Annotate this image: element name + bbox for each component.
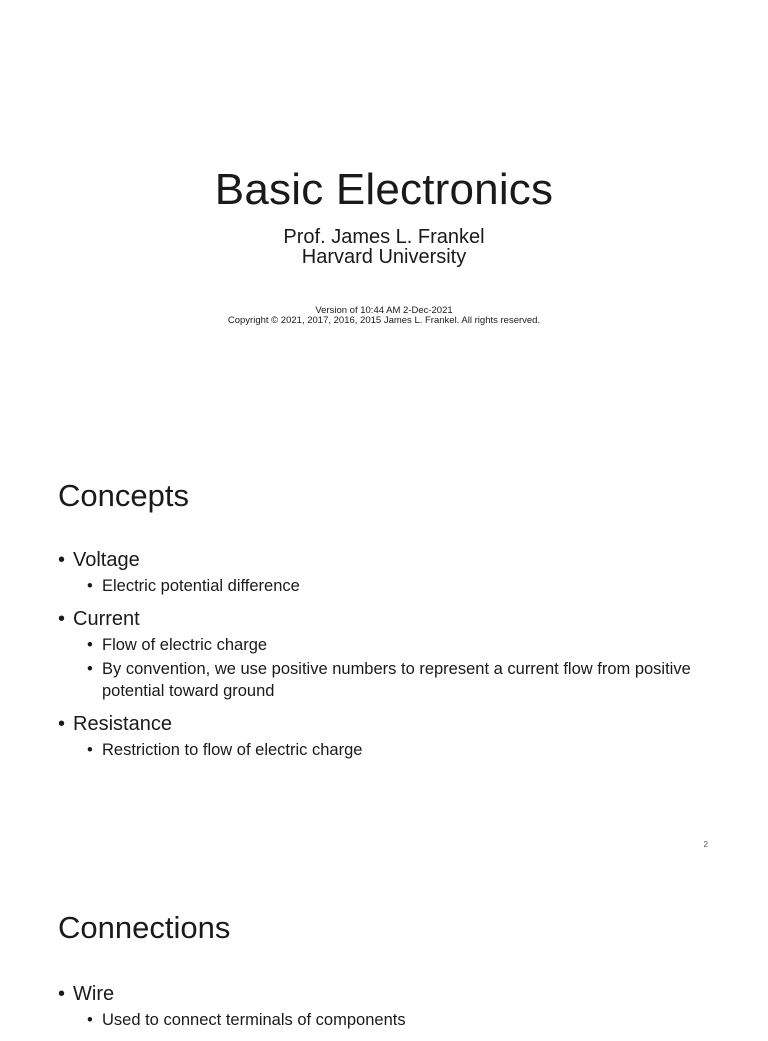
sub-bullet-text: Flow of electric charge [102,636,268,654]
bullet-list [58,548,698,771]
bullet-text: Wire [73,983,115,1005]
bullet-text: Resistance [73,713,172,735]
bullet-icon: • [87,636,93,654]
slide-title [0,0,768,432]
slide-connections [0,864,768,1029]
slide-concepts [0,432,768,864]
sub-bullet-list [87,739,698,761]
bullet-icon: • [58,713,66,735]
bullet-icon: • [58,983,66,1005]
bullet-item [58,607,698,702]
bullet-text: Voltage [73,549,140,571]
sub-bullet-text: Electric potential difference [102,577,300,595]
sub-bullet-list [87,634,698,702]
bullet-icon: • [87,660,93,678]
author-name: Prof. James L. Frankel [283,226,485,248]
sub-bullet-list [87,575,698,597]
bullet-icon: • [58,608,66,630]
bullet-item [58,548,698,597]
sub-bullet-item [87,1009,698,1031]
bullet-text: Current [73,608,140,630]
sub-bullet-text: Used to connect terminals of components [102,1011,406,1029]
author-affiliation: Harvard University [301,246,467,268]
version-note: Version of 10:44 AM 2-Dec-2021 [315,305,453,316]
bullet-icon: • [58,549,66,571]
sub-bullet-text: Restriction to flow of electric charge [102,741,363,759]
sub-bullet-item [87,634,698,656]
copyright-note: Copyright © 2021, 2017, 2016, 2015 James L. Frankel. All rights reserved. [227,315,541,326]
presentation-title: Basic Electronics [214,165,554,214]
page-number: 2 [703,840,708,849]
sub-bullet-list [87,1009,698,1031]
sub-bullet-item [87,739,698,761]
bullet-list [58,982,698,1041]
slide-heading: Concepts [58,478,189,513]
bullet-icon: • [87,741,93,759]
sub-bullet-item [87,658,698,702]
slide-heading: Connections [58,910,231,945]
bullet-icon: • [87,577,93,595]
sub-bullet-text: By convention, we use positive numbers to represent a current flow from positive potential toward ground [102,660,691,700]
bullet-item [58,712,698,761]
bullet-icon: • [87,1011,93,1029]
sub-bullet-item [87,575,698,597]
